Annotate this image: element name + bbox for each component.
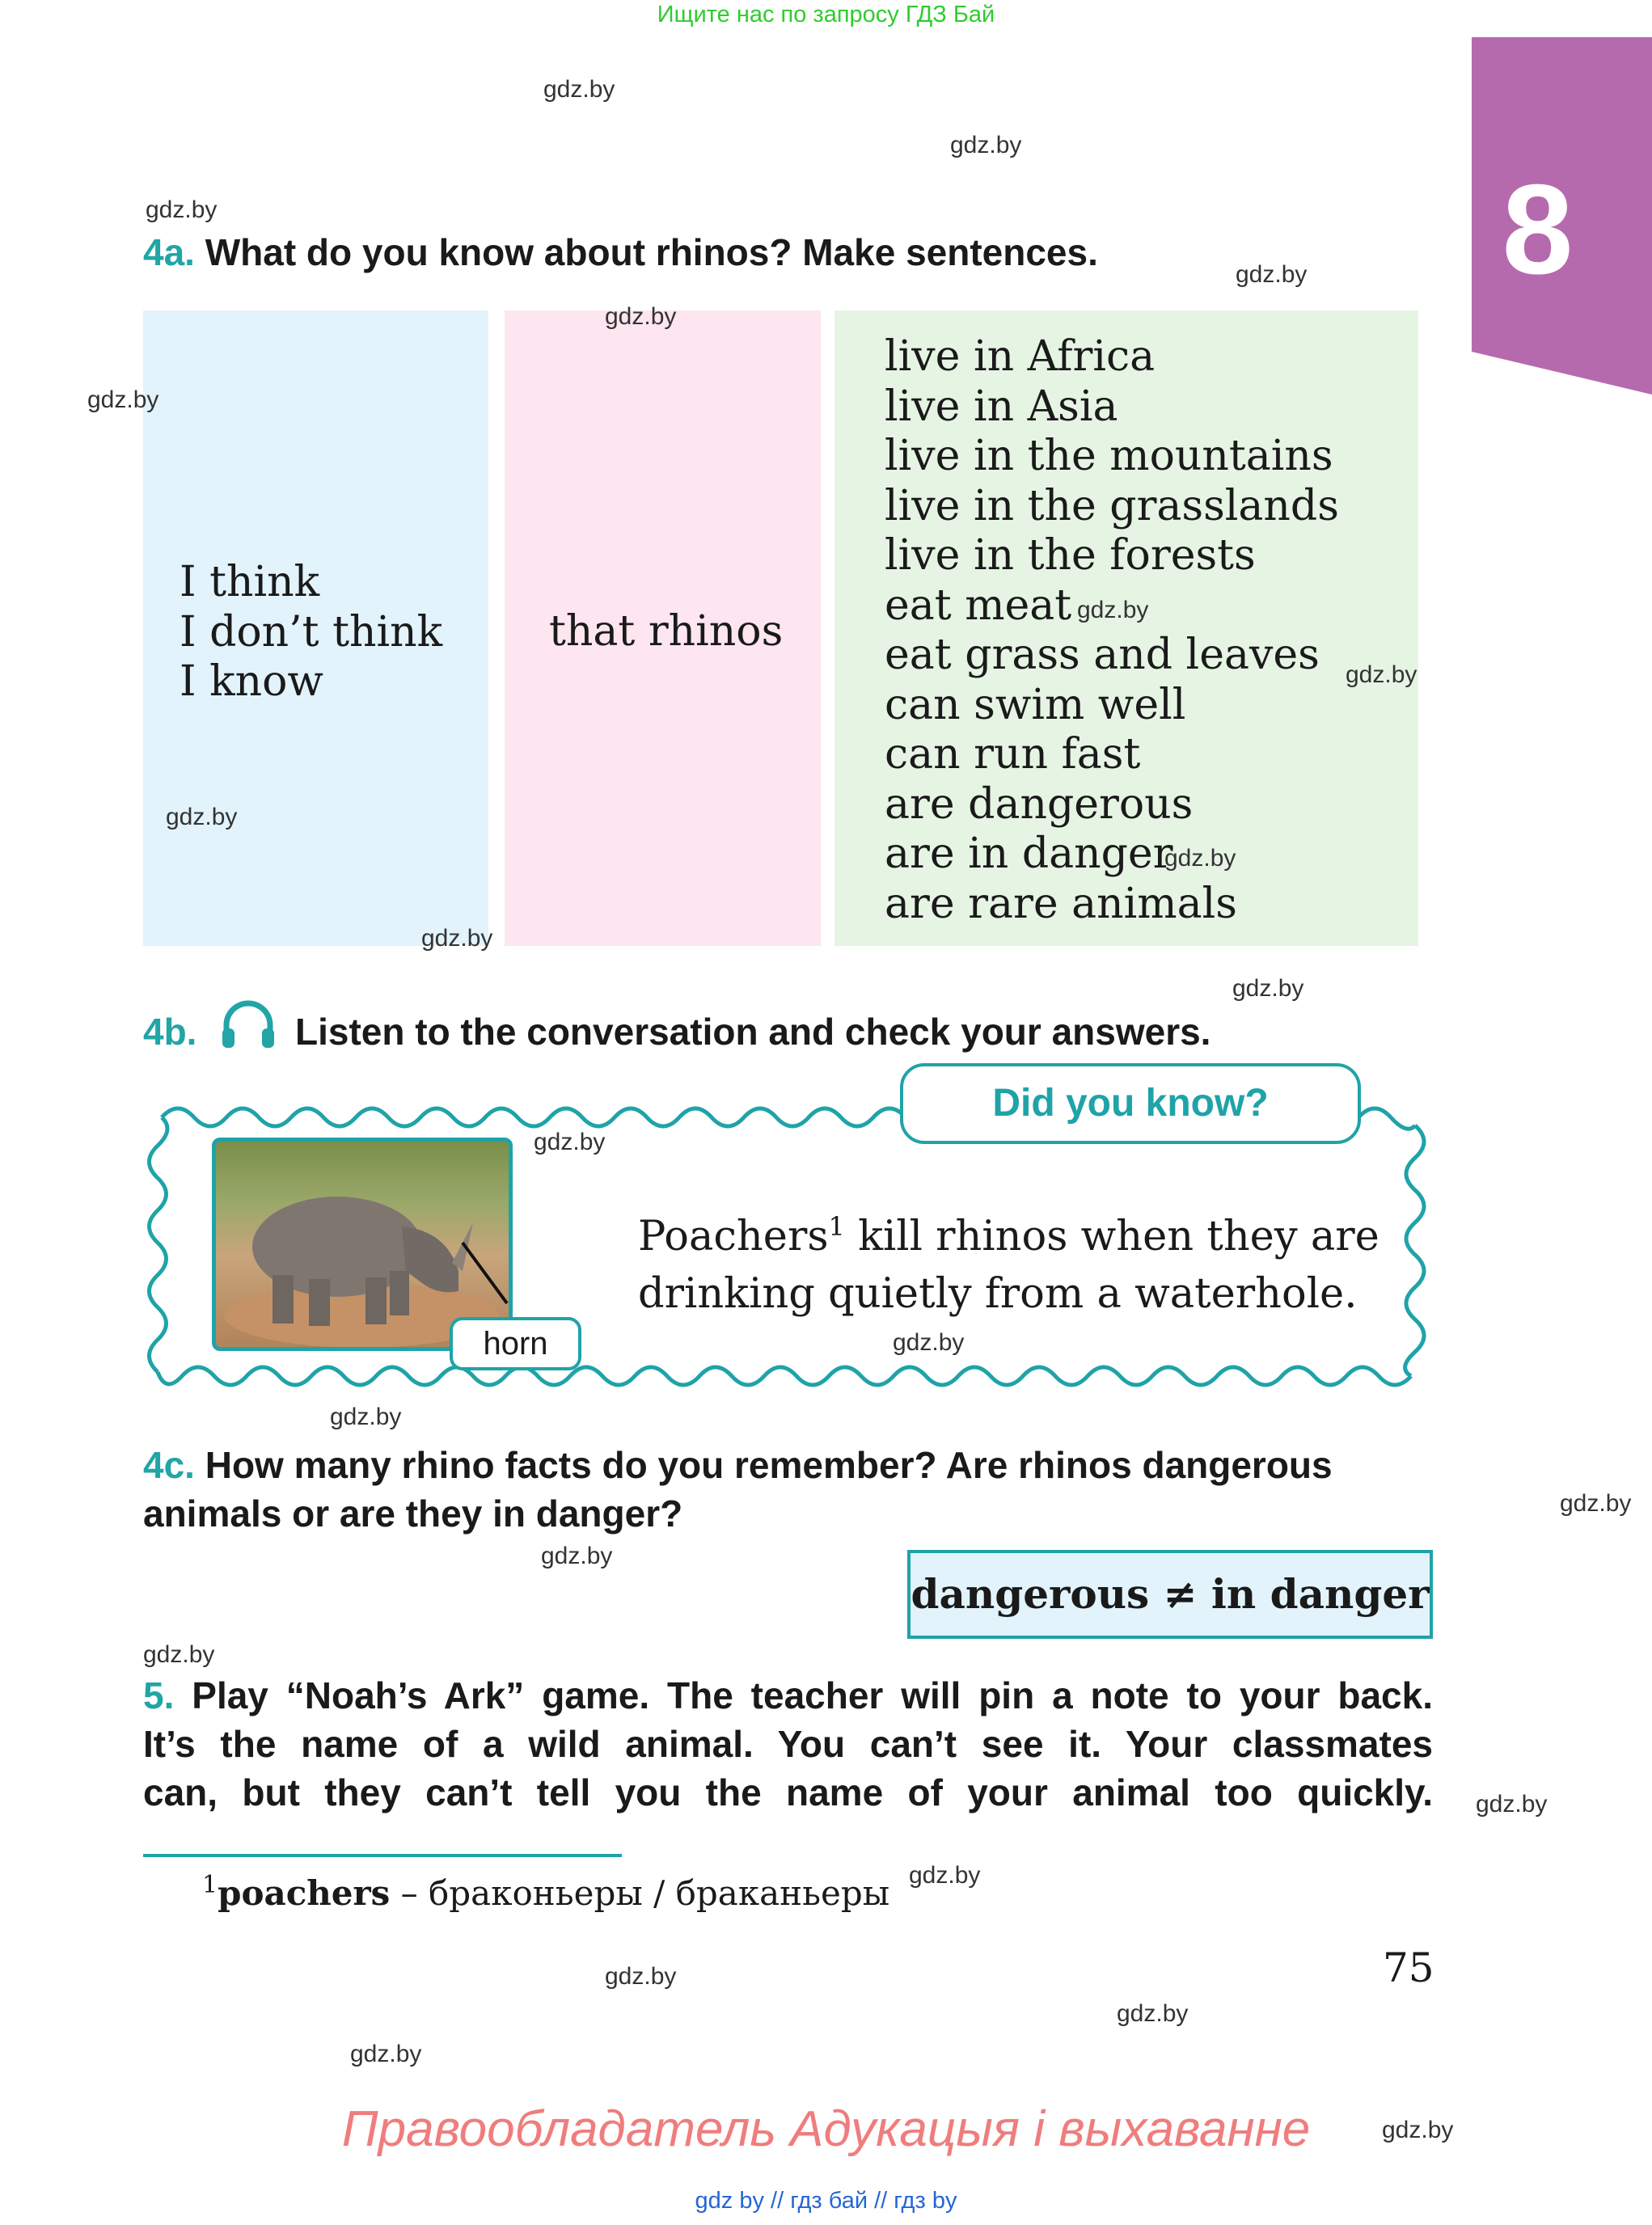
list-item: eat grass and leaves (885, 631, 1320, 679)
list-item: can swim well (885, 680, 1186, 729)
watermark: gdz.by (1346, 661, 1418, 688)
watermark: gdz.by (350, 2041, 422, 2067)
watermark: gdz.by (143, 1641, 215, 1668)
watermark: gdz.by (146, 196, 218, 223)
horn-label: horn (450, 1317, 581, 1370)
column-facts (834, 310, 1418, 946)
footnote-divider (143, 1854, 622, 1857)
ex4b-heading (143, 999, 1210, 1054)
danger-note: dangerous ≠ in danger (907, 1550, 1433, 1639)
list-item: eat meat (885, 581, 1072, 630)
ex4b-number: 4b. (143, 1011, 197, 1053)
footnote-marker: 1 (202, 1871, 218, 1899)
top-banner: Ищите нас по запросу ГДЗ Бай (657, 2, 995, 27)
list-item: live in the mountains (885, 432, 1333, 480)
ex4c-number: 4c. (143, 1444, 195, 1486)
watermark: gdz.by (1117, 2000, 1189, 2027)
fact-line-2: drinking quietly from a waterhole. (638, 1270, 1358, 1318)
copyright-notice: Правообладатель Адукацыя і выхаванне (341, 2101, 1311, 2157)
footnote-ref[interactable]: 1 (828, 1211, 845, 1242)
watermark: gdz.by (1077, 597, 1149, 623)
watermark: gdz.by (330, 1404, 402, 1430)
watermark: gdz.by (605, 303, 677, 330)
ex4c-instruction: How many rhino facts do you remember? Are rhinos dangerous animals or are they in danger? (143, 1444, 1333, 1535)
list-item: live in the forests (885, 531, 1256, 580)
watermark: gdz.by (1232, 975, 1304, 1002)
watermark: gdz.by (543, 76, 615, 103)
fact-line-1-rest: kill rhinos when they are (844, 1213, 1379, 1260)
list-item: live in Africa (885, 332, 1156, 381)
connector-text: that rhinos (549, 607, 784, 656)
list-item: I think (180, 558, 320, 606)
watermark: gdz.by (421, 925, 493, 952)
watermark: gdz.by (1164, 845, 1236, 872)
watermark: gdz.by (87, 386, 159, 413)
page-number: 75 (1383, 1944, 1434, 1991)
ex4a-heading (143, 230, 1098, 275)
watermark: gdz.by (541, 1543, 613, 1569)
fact-line-1 (638, 1198, 1379, 1265)
watermark: gdz.by (893, 1329, 965, 1356)
list-item: live in the grasslands (885, 481, 1339, 530)
footnote (202, 1871, 889, 1913)
watermark: gdz.by (1560, 1490, 1632, 1517)
ex5-number: 5. (143, 1674, 175, 1716)
list-item: are rare animals (885, 879, 1237, 928)
watermark: gdz.by (166, 804, 238, 830)
ex4b-instruction: Listen to the conversation and check your answers. (295, 1011, 1211, 1053)
facts-list (885, 332, 1339, 929)
list-item: are in danger (885, 830, 1173, 878)
ex4a-number: 4a. (143, 231, 195, 273)
unit-number: 8 (1502, 158, 1574, 301)
did-you-know-title: Did you know? (900, 1063, 1361, 1144)
list-item: I know (180, 657, 323, 706)
watermark: gdz.by (605, 1963, 677, 1990)
list-item: I don’t think (180, 607, 443, 657)
opinion-list (180, 558, 442, 707)
watermark: gdz.by (534, 1129, 606, 1155)
footnote-translation: – браконьеры / браканьеры (390, 1873, 890, 1913)
ex5-line-1-text: Play “Noah’s Ark” game. The teacher will pin a note to your back. (192, 1674, 1434, 1716)
list-item: live in Asia (885, 382, 1118, 431)
watermark: gdz.by (909, 1862, 981, 1889)
ex4a-instruction: What do you know about rhinos? Make sentences. (205, 231, 1098, 273)
bottom-links[interactable]: gdz by // гдз бай // гдз by (695, 2188, 957, 2214)
ex5-line-3: can, but they can’t tell you the name of your animal too quickly. (143, 1771, 1433, 1813)
ex5-line-1 (143, 1671, 1433, 1720)
watermark: gdz.by (950, 132, 1022, 158)
watermark: gdz.by (1236, 261, 1308, 288)
list-item: are dangerous (885, 779, 1194, 829)
ex5-line-2: It’s the name of a wild animal. You can’t see it. Your classmates (143, 1723, 1433, 1765)
poachers-word: Poachers (638, 1213, 829, 1260)
list-item: can run fast (885, 730, 1141, 779)
watermark: gdz.by (1382, 2117, 1454, 2143)
column-connector (505, 310, 821, 946)
did-you-know-text (638, 1198, 1379, 1323)
footnote-term: poachers (218, 1873, 391, 1913)
ex4c-heading (143, 1441, 1433, 1538)
ex5-text (143, 1671, 1433, 1817)
column-opinion (143, 310, 488, 946)
headphones-icon[interactable] (218, 999, 278, 1048)
watermark: gdz.by (1476, 1791, 1548, 1818)
